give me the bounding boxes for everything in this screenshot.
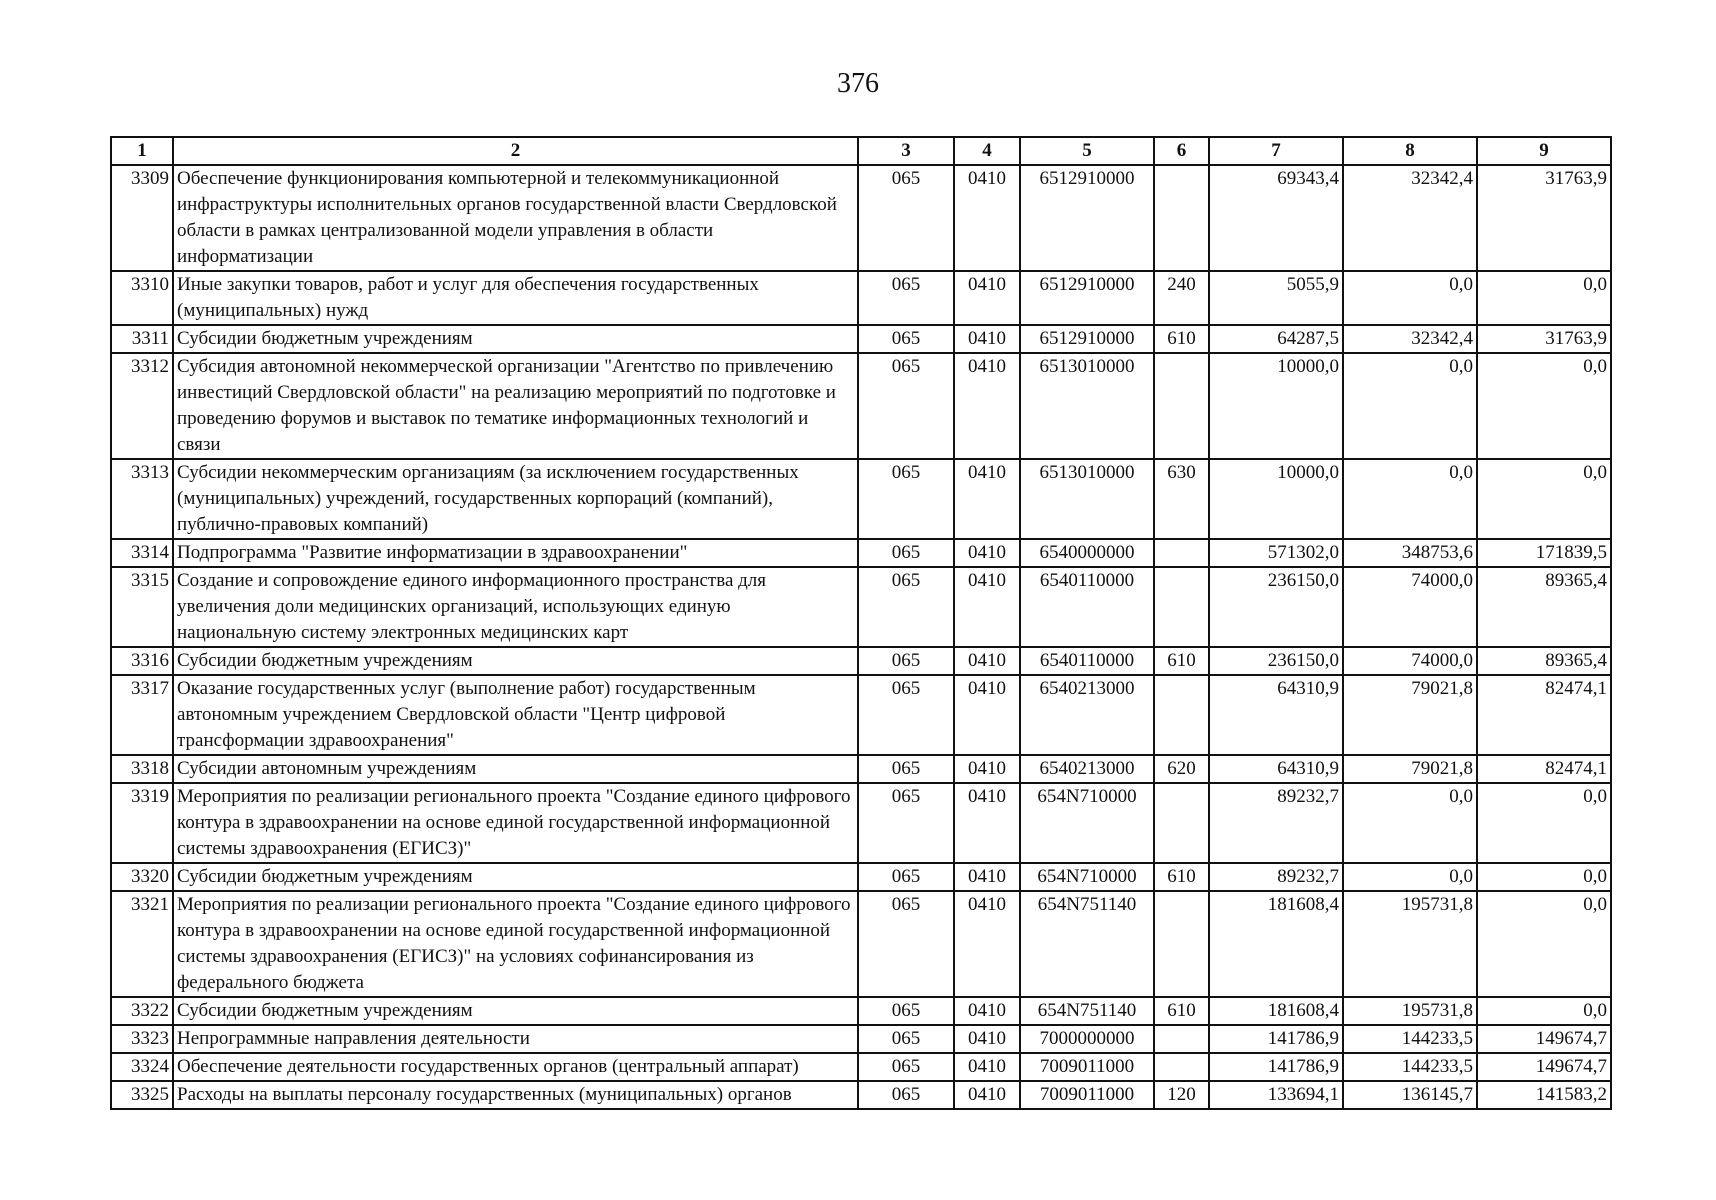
amount-col-9: 82474,1 xyxy=(1477,675,1611,755)
row-number: 3322 xyxy=(111,997,173,1025)
amount-col-9: 0,0 xyxy=(1477,353,1611,459)
table-row xyxy=(111,891,1611,997)
target-article-code: 6513010000 xyxy=(1020,459,1154,539)
table-row xyxy=(111,539,1611,567)
table-row xyxy=(111,353,1611,459)
section-code: 0410 xyxy=(954,647,1020,675)
amount-col-7: 64310,9 xyxy=(1209,755,1343,783)
header-col-1: 1 xyxy=(111,137,173,165)
expense-type-code: 610 xyxy=(1154,863,1209,891)
amount-col-7: 181608,4 xyxy=(1209,891,1343,997)
table-row xyxy=(111,1053,1611,1081)
table-row xyxy=(111,783,1611,863)
ministry-code: 065 xyxy=(858,997,954,1025)
section-code: 0410 xyxy=(954,353,1020,459)
amount-col-7: 89232,7 xyxy=(1209,783,1343,863)
table-row xyxy=(111,647,1611,675)
table-row xyxy=(111,755,1611,783)
target-article-code: 6512910000 xyxy=(1020,165,1154,271)
amount-col-9: 89365,4 xyxy=(1477,567,1611,647)
header-col-8: 8 xyxy=(1343,137,1477,165)
target-article-code: 6513010000 xyxy=(1020,353,1154,459)
table-row xyxy=(111,675,1611,755)
amount-col-7: 571302,0 xyxy=(1209,539,1343,567)
ministry-code: 065 xyxy=(858,539,954,567)
amount-col-9: 89365,4 xyxy=(1477,647,1611,675)
row-number: 3317 xyxy=(111,675,173,755)
budget-table xyxy=(110,136,1612,1110)
amount-col-9: 0,0 xyxy=(1477,891,1611,997)
target-article-code: 6540110000 xyxy=(1020,647,1154,675)
row-description: Обеспечение функционирования компьютерной и телекоммуникационной инфраструктуры исполнительных органов государственной власти Свердловской области в рамках централизованной модели управления в области информатизации xyxy=(173,165,858,271)
row-number: 3324 xyxy=(111,1053,173,1081)
ministry-code: 065 xyxy=(858,863,954,891)
expense-type-code: 610 xyxy=(1154,647,1209,675)
row-number: 3314 xyxy=(111,539,173,567)
ministry-code: 065 xyxy=(858,165,954,271)
section-code: 0410 xyxy=(954,675,1020,755)
table-row xyxy=(111,863,1611,891)
amount-col-9: 0,0 xyxy=(1477,783,1611,863)
amount-col-9: 171839,5 xyxy=(1477,539,1611,567)
row-number: 3316 xyxy=(111,647,173,675)
row-number: 3319 xyxy=(111,783,173,863)
row-description: Мероприятия по реализации регионального проекта "Создание единого цифрового контура в здравоохранении на основе единой государственной информационной системы здравоохранения (ЕГИСЗ)" на условиях софинансирования из федерального бюджета xyxy=(173,891,858,997)
amount-col-9: 149674,7 xyxy=(1477,1025,1611,1053)
amount-col-8: 0,0 xyxy=(1343,783,1477,863)
expense-type-code: 620 xyxy=(1154,755,1209,783)
amount-col-7: 69343,4 xyxy=(1209,165,1343,271)
table-row xyxy=(111,997,1611,1025)
amount-col-7: 64287,5 xyxy=(1209,325,1343,353)
expense-type-code xyxy=(1154,783,1209,863)
amount-col-8: 74000,0 xyxy=(1343,647,1477,675)
row-description: Непрограммные направления деятельности xyxy=(173,1025,858,1053)
row-number: 3318 xyxy=(111,755,173,783)
amount-col-7: 181608,4 xyxy=(1209,997,1343,1025)
ministry-code: 065 xyxy=(858,647,954,675)
ministry-code: 065 xyxy=(858,675,954,755)
amount-col-9: 0,0 xyxy=(1477,459,1611,539)
amount-col-7: 236150,0 xyxy=(1209,647,1343,675)
amount-col-8: 0,0 xyxy=(1343,459,1477,539)
amount-col-7: 141786,9 xyxy=(1209,1053,1343,1081)
expense-type-code xyxy=(1154,1025,1209,1053)
page-number: 376 xyxy=(837,68,879,99)
row-number: 3315 xyxy=(111,567,173,647)
row-number: 3323 xyxy=(111,1025,173,1053)
row-description: Создание и сопровождение единого информационного пространства для увеличения доли медицинских организаций, использующих единую национальную систему электронных медицинских карт xyxy=(173,567,858,647)
row-number: 3321 xyxy=(111,891,173,997)
amount-col-8: 144233,5 xyxy=(1343,1025,1477,1053)
ministry-code: 065 xyxy=(858,1025,954,1053)
row-number: 3320 xyxy=(111,863,173,891)
table-row xyxy=(111,165,1611,271)
ministry-code: 065 xyxy=(858,459,954,539)
expense-type-code xyxy=(1154,165,1209,271)
amount-col-8: 32342,4 xyxy=(1343,165,1477,271)
amount-col-8: 144233,5 xyxy=(1343,1053,1477,1081)
amount-col-7: 236150,0 xyxy=(1209,567,1343,647)
amount-col-7: 141786,9 xyxy=(1209,1025,1343,1053)
row-description: Оказание государственных услуг (выполнение работ) государственным автономным учреждением Свердловской области "Центр цифровой трансформации здравоохранения" xyxy=(173,675,858,755)
header-col-2: 2 xyxy=(173,137,858,165)
ministry-code: 065 xyxy=(858,1081,954,1109)
header-col-6: 6 xyxy=(1154,137,1209,165)
amount-col-7: 5055,9 xyxy=(1209,271,1343,325)
header-row xyxy=(111,137,1611,165)
row-description: Субсидии бюджетным учреждениям xyxy=(173,997,858,1025)
amount-col-8: 0,0 xyxy=(1343,353,1477,459)
row-description: Субсидии автономным учреждениям xyxy=(173,755,858,783)
ministry-code: 065 xyxy=(858,755,954,783)
row-description: Субсидия автономной некоммерческой организации "Агентство по привлечению инвестиций Свердловской области" на реализацию мероприятий по подготовке и проведению форумов и выставок по тематике информационных технологий и связи xyxy=(173,353,858,459)
row-description: Расходы на выплаты персоналу государственных (муниципальных) органов xyxy=(173,1081,858,1109)
target-article-code: 654N751140 xyxy=(1020,997,1154,1025)
target-article-code: 654N710000 xyxy=(1020,863,1154,891)
amount-col-9: 31763,9 xyxy=(1477,165,1611,271)
expense-type-code: 240 xyxy=(1154,271,1209,325)
amount-col-8: 74000,0 xyxy=(1343,567,1477,647)
section-code: 0410 xyxy=(954,325,1020,353)
row-description: Иные закупки товаров, работ и услуг для обеспечения государственных (муниципальных) нужд xyxy=(173,271,858,325)
amount-col-9: 31763,9 xyxy=(1477,325,1611,353)
amount-col-7: 10000,0 xyxy=(1209,353,1343,459)
target-article-code: 654N751140 xyxy=(1020,891,1154,997)
target-article-code: 7000000000 xyxy=(1020,1025,1154,1053)
row-number: 3310 xyxy=(111,271,173,325)
row-number: 3309 xyxy=(111,165,173,271)
ministry-code: 065 xyxy=(858,783,954,863)
header-col-4: 4 xyxy=(954,137,1020,165)
expense-type-code xyxy=(1154,675,1209,755)
amount-col-8: 348753,6 xyxy=(1343,539,1477,567)
table-row xyxy=(111,459,1611,539)
section-code: 0410 xyxy=(954,863,1020,891)
target-article-code: 6512910000 xyxy=(1020,325,1154,353)
amount-col-9: 82474,1 xyxy=(1477,755,1611,783)
table-row xyxy=(111,567,1611,647)
target-article-code: 7009011000 xyxy=(1020,1053,1154,1081)
row-number: 3313 xyxy=(111,459,173,539)
header-col-7: 7 xyxy=(1209,137,1343,165)
section-code: 0410 xyxy=(954,891,1020,997)
amount-col-7: 64310,9 xyxy=(1209,675,1343,755)
row-description: Субсидии бюджетным учреждениям xyxy=(173,863,858,891)
target-article-code: 654N710000 xyxy=(1020,783,1154,863)
row-description: Субсидии некоммерческим организациям (за исключением государственных (муниципальных) учреждений, государственных корпораций (компаний), публично-правовых компаний) xyxy=(173,459,858,539)
ministry-code: 065 xyxy=(858,567,954,647)
section-code: 0410 xyxy=(954,271,1020,325)
amount-col-9: 141583,2 xyxy=(1477,1081,1611,1109)
expense-type-code xyxy=(1154,891,1209,997)
target-article-code: 6540110000 xyxy=(1020,567,1154,647)
amount-col-9: 149674,7 xyxy=(1477,1053,1611,1081)
amount-col-8: 32342,4 xyxy=(1343,325,1477,353)
table-row xyxy=(111,1081,1611,1109)
ministry-code: 065 xyxy=(858,271,954,325)
table-row xyxy=(111,271,1611,325)
expense-type-code: 120 xyxy=(1154,1081,1209,1109)
section-code: 0410 xyxy=(954,165,1020,271)
target-article-code: 6512910000 xyxy=(1020,271,1154,325)
section-code: 0410 xyxy=(954,1081,1020,1109)
amount-col-7: 10000,0 xyxy=(1209,459,1343,539)
amount-col-8: 0,0 xyxy=(1343,271,1477,325)
row-number: 3312 xyxy=(111,353,173,459)
amount-col-8: 136145,7 xyxy=(1343,1081,1477,1109)
row-number: 3325 xyxy=(111,1081,173,1109)
table-row xyxy=(111,325,1611,353)
section-code: 0410 xyxy=(954,459,1020,539)
section-code: 0410 xyxy=(954,783,1020,863)
expense-type-code xyxy=(1154,1053,1209,1081)
target-article-code: 6540000000 xyxy=(1020,539,1154,567)
expense-type-code xyxy=(1154,567,1209,647)
amount-col-8: 0,0 xyxy=(1343,863,1477,891)
amount-col-8: 195731,8 xyxy=(1343,997,1477,1025)
expense-type-code: 610 xyxy=(1154,997,1209,1025)
header-col-9: 9 xyxy=(1477,137,1611,165)
amount-col-9: 0,0 xyxy=(1477,271,1611,325)
section-code: 0410 xyxy=(954,997,1020,1025)
table-row xyxy=(111,1025,1611,1053)
expense-type-code: 630 xyxy=(1154,459,1209,539)
section-code: 0410 xyxy=(954,567,1020,647)
ministry-code: 065 xyxy=(858,1053,954,1081)
amount-col-8: 79021,8 xyxy=(1343,675,1477,755)
amount-col-9: 0,0 xyxy=(1477,997,1611,1025)
expense-type-code xyxy=(1154,539,1209,567)
expense-type-code: 610 xyxy=(1154,325,1209,353)
amount-col-8: 195731,8 xyxy=(1343,891,1477,997)
ministry-code: 065 xyxy=(858,891,954,997)
section-code: 0410 xyxy=(954,539,1020,567)
row-description: Субсидии бюджетным учреждениям xyxy=(173,325,858,353)
header-col-3: 3 xyxy=(858,137,954,165)
row-description: Обеспечение деятельности государственных органов (центральный аппарат) xyxy=(173,1053,858,1081)
ministry-code: 065 xyxy=(858,325,954,353)
section-code: 0410 xyxy=(954,1025,1020,1053)
target-article-code: 7009011000 xyxy=(1020,1081,1154,1109)
amount-col-7: 89232,7 xyxy=(1209,863,1343,891)
expense-type-code xyxy=(1154,353,1209,459)
section-code: 0410 xyxy=(954,755,1020,783)
amount-col-8: 79021,8 xyxy=(1343,755,1477,783)
target-article-code: 6540213000 xyxy=(1020,675,1154,755)
ministry-code: 065 xyxy=(858,353,954,459)
row-description: Подпрограмма "Развитие информатизации в здравоохранении" xyxy=(173,539,858,567)
row-number: 3311 xyxy=(111,325,173,353)
amount-col-9: 0,0 xyxy=(1477,863,1611,891)
row-description: Субсидии бюджетным учреждениям xyxy=(173,647,858,675)
header-col-5: 5 xyxy=(1020,137,1154,165)
target-article-code: 6540213000 xyxy=(1020,755,1154,783)
row-description: Мероприятия по реализации регионального проекта "Создание единого цифрового контура в здравоохранении на основе единой государственной информационной системы здравоохранения (ЕГИСЗ)" xyxy=(173,783,858,863)
section-code: 0410 xyxy=(954,1053,1020,1081)
amount-col-7: 133694,1 xyxy=(1209,1081,1343,1109)
